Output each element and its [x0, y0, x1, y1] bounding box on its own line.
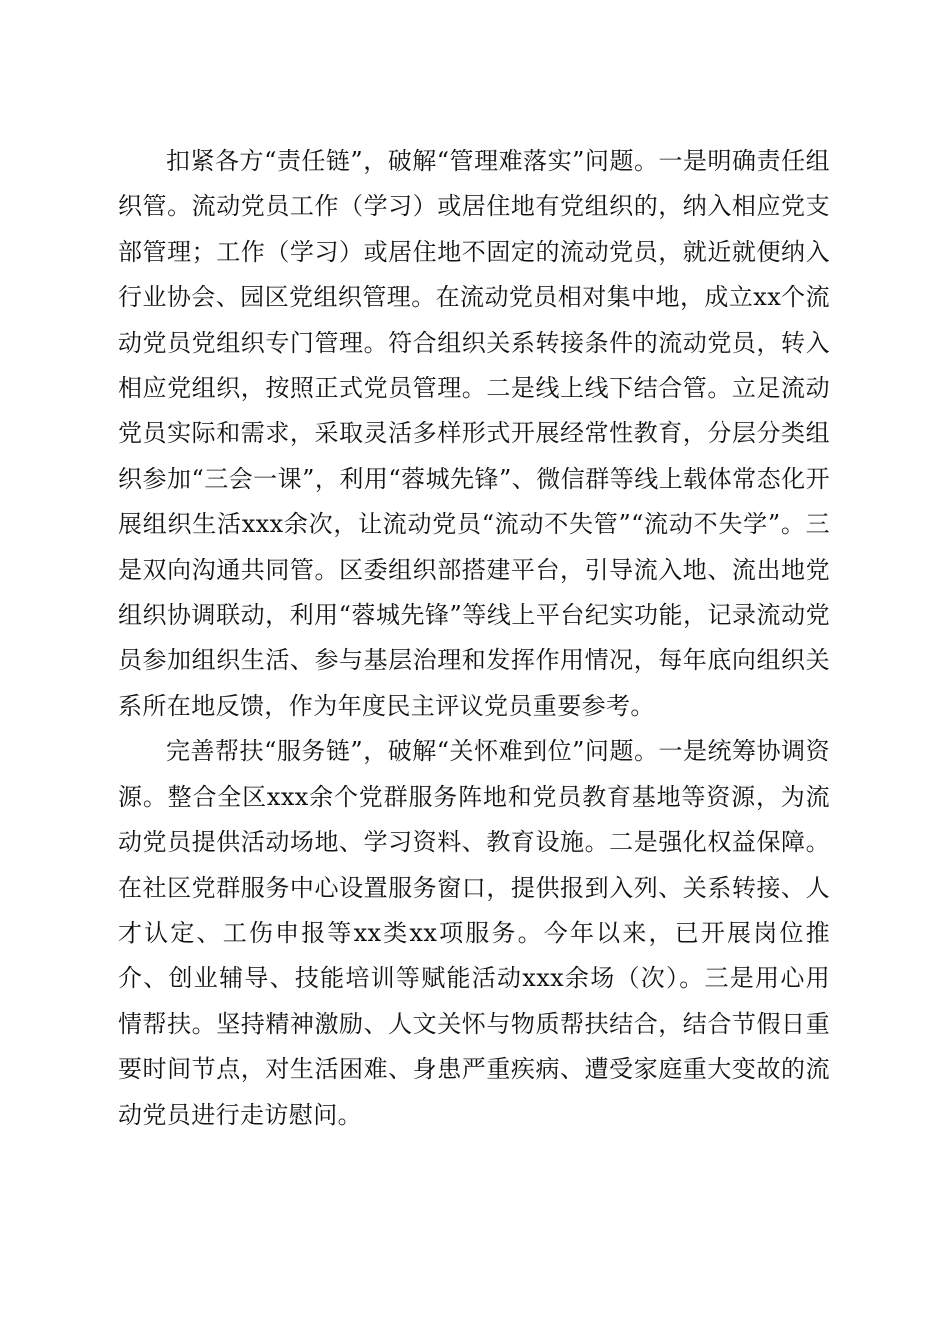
- document-body: [118, 139, 830, 1138]
- paragraph-responsibility-chain: 扣紧各方“责任链”，破解“管理难落实”问题。一是明确责任组织管。流动党员工作（学习）或居住地有党组织的，纳入相应党支部管理；工作（学习）或居住地不固定的流动党员，就近就便纳入行业协会、园区党组织管理。在流动党员相对集中地，成立xx个流动党员党组织专门管理。符合组织关系转接条件的流动党员，转入相应党组织，按照正式党员管理。二是线上线下结合管。立足流动党员实际和需求，采取灵活多样形式开展经常性教育，分层分类组织参加“三会一课”，利用“蓉城先锋”、微信群等线上载体常态化开展组织生活xxx余次，让流动党员“流动不失管”“流动不失学”。三是双向沟通共同管。区委组织部搭建平台，引导流入地、流出地党组织协调联动，利用“蓉城先锋”等线上平台纪实功能，记录流动党员参加组织生活、参与基层治理和发挥作用情况，每年底向组织关系所在地反馈，作为年度民主评议党员重要参考。: [118, 147, 830, 720]
- paragraph-service-chain: 完善帮扶“服务链”，破解“关怀难到位”问题。一是统筹协调资源。整合全区xxx余个党群服务阵地和党员教育基地等资源，为流动党员提供活动场地、学习资料、教育设施。二是强化权益保障。在社区党群服务中心设置服务窗口，提供报到入列、关系转接、人才认定、工伤申报等xx类xx项服务。今年以来，已开展岗位推介、创业辅导、技能培训等赋能活动xxx余场（次）。三是用心用情帮扶。坚持精神激励、人文关怀与物质帮扶结合，结合节假日重要时间节点，对生活困难、身患严重疾病、遭受家庭重大变故的流动党员进行走访慰问。: [118, 737, 830, 1129]
